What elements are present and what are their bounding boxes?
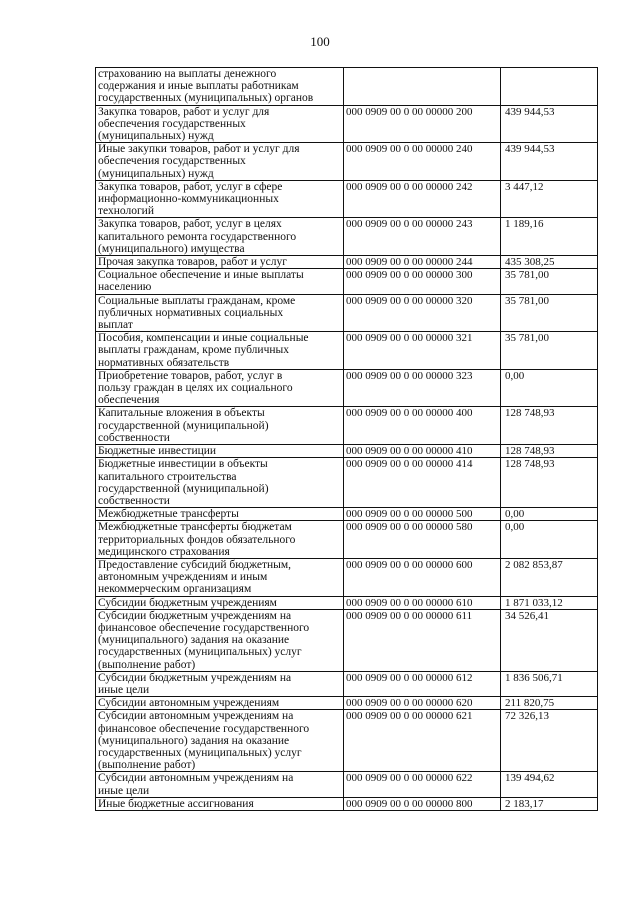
table-row <box>96 772 598 797</box>
row-amount-cell: 439 944,53 <box>501 143 598 181</box>
row-amount-cell: 2 183,17 <box>501 797 598 810</box>
table-row <box>96 609 598 671</box>
budget-table-body <box>96 68 598 811</box>
table-row <box>96 697 598 710</box>
row-code-cell: 000 0909 00 0 00 00000 320 <box>344 294 501 332</box>
row-code-cell: 000 0909 00 0 00 00000 200 <box>344 105 501 143</box>
row-amount-cell: 139 494,62 <box>501 772 598 797</box>
row-amount-cell: 0,00 <box>501 508 598 521</box>
row-code-cell: 000 0909 00 0 00 00000 400 <box>344 407 501 445</box>
row-code-cell: 000 0909 00 0 00 00000 244 <box>344 256 501 269</box>
budget-table <box>95 67 598 811</box>
row-amount-cell: 0,00 <box>501 369 598 407</box>
row-code-cell: 000 0909 00 0 00 00000 610 <box>344 596 501 609</box>
row-amount-cell: 1 836 506,71 <box>501 671 598 696</box>
row-amount-cell: 35 781,00 <box>501 294 598 332</box>
table-row <box>96 218 598 256</box>
table-row <box>96 797 598 810</box>
row-amount-cell: 128 748,93 <box>501 407 598 445</box>
row-code-cell: 000 0909 00 0 00 00000 243 <box>344 218 501 256</box>
row-amount-cell: 35 781,00 <box>501 332 598 370</box>
row-amount-cell: 1 189,16 <box>501 218 598 256</box>
row-code-cell: 000 0909 00 0 00 00000 300 <box>344 269 501 294</box>
row-name-cell: Субсидии бюджетным учреждениям на иные цели <box>96 671 344 696</box>
row-amount-cell: 1 871 033,12 <box>501 596 598 609</box>
table-row <box>96 143 598 181</box>
row-code-cell: 000 0909 00 0 00 00000 580 <box>344 521 501 559</box>
row-name-cell: Прочая закупка товаров, работ и услуг <box>96 256 344 269</box>
table-row <box>96 256 598 269</box>
row-amount-cell: 0,00 <box>501 521 598 559</box>
row-code-cell: 000 0909 00 0 00 00000 612 <box>344 671 501 696</box>
row-amount-cell: 35 781,00 <box>501 269 598 294</box>
table-row <box>96 710 598 772</box>
row-code-cell: 000 0909 00 0 00 00000 321 <box>344 332 501 370</box>
row-amount-cell: 34 526,41 <box>501 609 598 671</box>
row-name-cell: Субсидии автономным учреждениям на иные цели <box>96 772 344 797</box>
table-row <box>96 458 598 508</box>
row-code-cell: 000 0909 00 0 00 00000 323 <box>344 369 501 407</box>
row-name-cell: Закупка товаров, работ, услуг в сфере информационно-коммуникационных технологий <box>96 180 344 218</box>
table-row <box>96 369 598 407</box>
table-row <box>96 445 598 458</box>
row-name-cell: Субсидии бюджетным учреждениям на финансовое обеспечение государственного (муниципального) задания на оказание государственных (муниципальных) услуг (выполнение работ) <box>96 609 344 671</box>
row-code-cell: 000 0909 00 0 00 00000 500 <box>344 508 501 521</box>
row-code-cell: 000 0909 00 0 00 00000 621 <box>344 710 501 772</box>
row-code-cell: 000 0909 00 0 00 00000 611 <box>344 609 501 671</box>
row-name-cell: Закупка товаров, работ и услуг для обеспечения государственных (муниципальных) нужд <box>96 105 344 143</box>
row-name-cell: Капитальные вложения в объекты государственной (муниципальной) собственности <box>96 407 344 445</box>
table-row <box>96 671 598 696</box>
row-code-cell: 000 0909 00 0 00 00000 622 <box>344 772 501 797</box>
table-row <box>96 407 598 445</box>
row-name-cell: Субсидии бюджетным учреждениям <box>96 596 344 609</box>
row-name-cell: Социальные выплаты гражданам, кроме публичных нормативных социальных выплат <box>96 294 344 332</box>
row-code-cell: 000 0909 00 0 00 00000 240 <box>344 143 501 181</box>
row-code-cell: 000 0909 00 0 00 00000 600 <box>344 558 501 596</box>
table-row <box>96 508 598 521</box>
table-row <box>96 105 598 143</box>
table-row <box>96 294 598 332</box>
row-amount-cell <box>501 68 598 106</box>
row-name-cell: Закупка товаров, работ, услуг в целях капитального ремонта государственного (муниципального) имущества <box>96 218 344 256</box>
row-name-cell: Субсидии автономным учреждениям на финансовое обеспечение государственного (муниципального) задания на оказание государственных (муниципальных) услуг (выполнение работ) <box>96 710 344 772</box>
table-row <box>96 180 598 218</box>
row-amount-cell: 211 820,75 <box>501 697 598 710</box>
row-name-cell: Бюджетные инвестиции <box>96 445 344 458</box>
row-code-cell: 000 0909 00 0 00 00000 620 <box>344 697 501 710</box>
row-name-cell: Межбюджетные трансферты <box>96 508 344 521</box>
row-name-cell: Межбюджетные трансферты бюджетам территориальных фондов обязательного медицинского страхования <box>96 521 344 559</box>
table-row <box>96 521 598 559</box>
row-name-cell: Иные закупки товаров, работ и услуг для обеспечения государственных (муниципальных) нужд <box>96 143 344 181</box>
row-name-cell: Пособия, компенсации и иные социальные выплаты гражданам, кроме публичных нормативных обязательств <box>96 332 344 370</box>
row-amount-cell: 439 944,53 <box>501 105 598 143</box>
table-row <box>96 558 598 596</box>
row-name-cell: страхованию на выплаты денежного содержания и иные выплаты работникам государственных (муниципальных) органов <box>96 68 344 106</box>
row-amount-cell: 435 308,25 <box>501 256 598 269</box>
row-amount-cell: 3 447,12 <box>501 180 598 218</box>
row-name-cell: Субсидии автономным учреждениям <box>96 697 344 710</box>
row-amount-cell: 72 326,13 <box>501 710 598 772</box>
row-code-cell: 000 0909 00 0 00 00000 410 <box>344 445 501 458</box>
row-code-cell <box>344 68 501 106</box>
table-row <box>96 332 598 370</box>
table-row <box>96 68 598 106</box>
row-name-cell: Приобретение товаров, работ, услуг в пользу граждан в целях их социального обеспечения <box>96 369 344 407</box>
row-code-cell: 000 0909 00 0 00 00000 414 <box>344 458 501 508</box>
row-name-cell: Бюджетные инвестиции в объекты капитального строительства государственной (муниципальной) собственности <box>96 458 344 508</box>
table-row <box>96 269 598 294</box>
row-amount-cell: 128 748,93 <box>501 458 598 508</box>
row-name-cell: Иные бюджетные ассигнования <box>96 797 344 810</box>
row-amount-cell: 2 082 853,87 <box>501 558 598 596</box>
row-amount-cell: 128 748,93 <box>501 445 598 458</box>
row-name-cell: Предоставление субсидий бюджетным, автономным учреждениям и иным некоммерческим организациям <box>96 558 344 596</box>
row-code-cell: 000 0909 00 0 00 00000 242 <box>344 180 501 218</box>
page-number: 100 <box>310 34 330 49</box>
row-name-cell: Социальное обеспечение и иные выплаты населению <box>96 269 344 294</box>
table-row <box>96 596 598 609</box>
row-code-cell: 000 0909 00 0 00 00000 800 <box>344 797 501 810</box>
